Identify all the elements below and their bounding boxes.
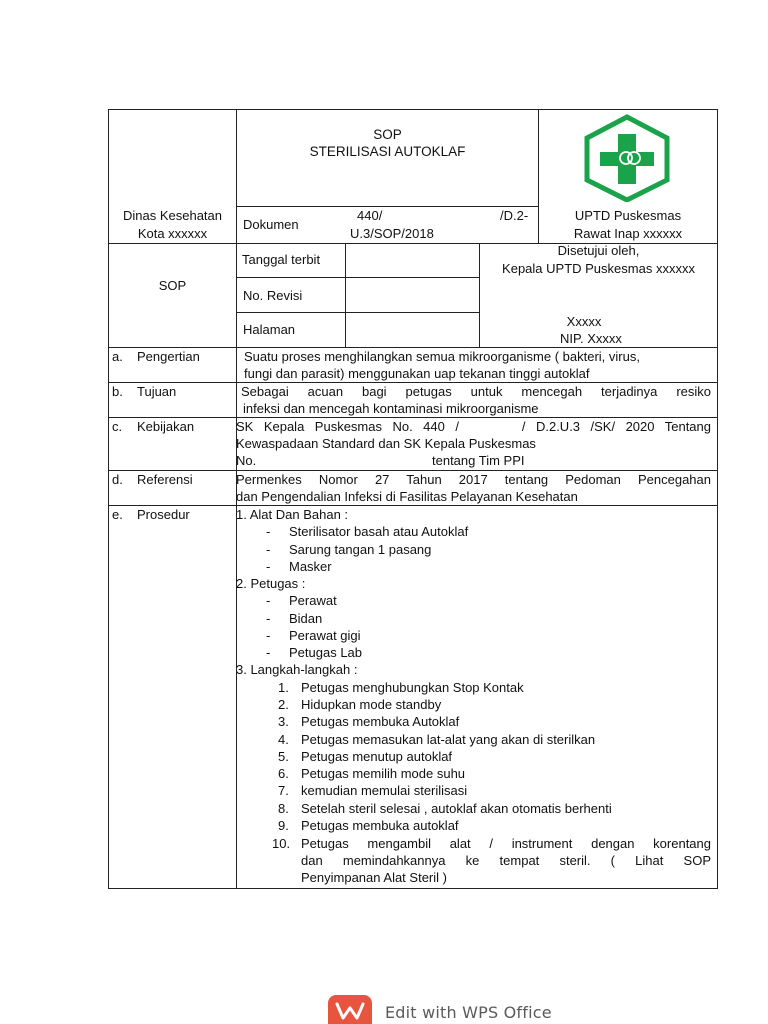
halaman-label: Halaman: [243, 322, 296, 337]
section-e-letter: e.: [112, 507, 123, 522]
step-number: 7.: [278, 783, 289, 798]
section-a-line2: fungi dan parasit) menggunakan uap tekanan tinggi autoklaf: [244, 366, 590, 381]
step-item-10-line3: Penyimpanan Alat Steril ): [301, 870, 447, 885]
list-item: Perawat gigi: [289, 628, 361, 643]
puskesmas-logo-icon: [582, 114, 672, 202]
org-right-line2: Rawat Inap xxxxxx: [573, 226, 683, 241]
step-number: 9.: [278, 818, 289, 833]
list-item: Masker: [289, 559, 332, 574]
doc-title-sop: SOP: [373, 127, 402, 142]
step-number: 3.: [278, 714, 289, 729]
divider-meta-row2: [236, 312, 479, 313]
step-number: 2.: [278, 697, 289, 712]
prosedur-heading-langkah: 3. Langkah-langkah :: [236, 662, 358, 677]
dokumen-label: Dokumen: [243, 217, 299, 232]
list-item: Sterilisator basah atau Autoklaf: [289, 524, 469, 539]
org-right-line1: UPTD Puskesmas: [574, 208, 682, 223]
step-number: 4.: [278, 732, 289, 747]
step-number: 10.: [272, 836, 291, 851]
table-border-top: [108, 109, 718, 110]
section-b-line2: infeksi dan mencegah kontaminasi mikroorganisme: [243, 401, 539, 416]
step-number: 5.: [278, 749, 289, 764]
section-d-title: Referensi: [137, 472, 193, 487]
section-a-title: Pengertian: [137, 349, 200, 364]
dokumen-value-part1: 440/: [357, 208, 383, 223]
list-item-dash: -: [266, 524, 271, 539]
section-b-line1: Sebagai acuan bagi petugas untuk mencegah terjadinya resiko: [241, 384, 711, 399]
step-item: Petugas memilih mode suhu: [301, 766, 466, 781]
section-d-line2: dan Pengendalian Infeksi di Fasilitas Pelayanan Kesehatan: [236, 489, 578, 504]
section-a-line1: Suatu proses menghilangkan semua mikroorganisme ( bakteri, virus,: [244, 349, 640, 364]
list-item: Perawat: [289, 593, 337, 608]
list-item-dash: -: [266, 559, 271, 574]
table-border-right: [717, 109, 718, 889]
approval-line1: Disetujui oleh,: [557, 243, 640, 258]
list-item: Bidan: [289, 611, 323, 626]
signer-nip: NIP. Xxxxx: [560, 331, 622, 346]
step-item: Petugas menutup autoklaf: [301, 749, 453, 764]
sop-label: SOP: [158, 278, 187, 293]
signer-name: Xxxxx: [566, 314, 602, 329]
section-b-title: Tujuan: [137, 384, 177, 399]
section-d-letter: d.: [112, 472, 123, 487]
section-c-line3-no: No.: [236, 453, 257, 468]
divider-row-e: [108, 505, 718, 506]
list-item: Sarung tangan 1 pasang: [289, 542, 432, 557]
step-number: 6.: [278, 766, 289, 781]
divider-meta-row1: [236, 277, 479, 278]
list-item-dash: -: [266, 611, 271, 626]
step-item: kemudian memulai sterilisasi: [301, 783, 468, 798]
wps-edit-text[interactable]: Edit with WPS Office: [385, 1003, 552, 1022]
tanggal-terbit-label: Tanggal terbit: [242, 252, 321, 267]
prosedur-heading-alat: 1. Alat Dan Bahan :: [236, 507, 349, 522]
section-c-letter: c.: [112, 419, 123, 434]
prosedur-heading-petugas: 2. Petugas :: [236, 576, 306, 591]
section-d-line1: Permenkes Nomor 27 Tahun 2017 tentang Pedoman Pencegahan: [236, 472, 711, 487]
no-revisi-label: No. Revisi: [243, 288, 303, 303]
org-left-line1: Dinas Kesehatan: [122, 208, 222, 223]
section-c-line1: SK Kepala Puskesmas No. 440 / / D.2.U.3 /SK/ 2020 Tentang: [236, 419, 711, 434]
dokumen-value-line2: U.3/SOP/2018: [350, 226, 434, 241]
divider-title-row: [236, 206, 538, 207]
list-item-dash: -: [266, 645, 271, 660]
wps-edit-banner[interactable]: [328, 995, 552, 1024]
wps-office-icon: [328, 995, 372, 1024]
step-item: Petugas membuka Autoklaf: [301, 714, 460, 729]
step-number: 1.: [278, 680, 289, 695]
step-item-10-line2: dan memindahkannya ke tempat steril. ( Lihat SOP: [301, 853, 711, 868]
list-item-dash: -: [266, 593, 271, 608]
org-left-line2: Kota xxxxxx: [137, 226, 208, 241]
step-number: 8.: [278, 801, 289, 816]
step-item: Petugas memasukan lat-alat yang akan di sterilkan: [301, 732, 596, 747]
dokumen-value-part2: /D.2-: [500, 208, 529, 223]
step-item: Hidupkan mode standby: [301, 697, 442, 712]
section-c-title: Kebijakan: [137, 419, 195, 434]
section-a-letter: a.: [112, 349, 123, 364]
doc-title: STERILISASI AUTOKLAF: [309, 144, 466, 159]
section-c-line3-tentang: tentang Tim PPI: [432, 453, 525, 468]
divider-meta-values: [345, 243, 346, 347]
step-item-10-line1: Petugas mengambil alat / instrument dengan korentang: [301, 836, 711, 851]
step-item: Petugas menghubungkan Stop Kontak: [301, 680, 524, 695]
step-item: Petugas membuka autoklaf: [301, 818, 459, 833]
section-b-letter: b.: [112, 384, 123, 399]
section-c-line2: Kewaspadaan Standard dan SK Kepala Puskesmas: [236, 436, 536, 451]
list-item: Petugas Lab: [289, 645, 363, 660]
list-item-dash: -: [266, 542, 271, 557]
section-e-title: Prosedur: [137, 507, 190, 522]
list-item-dash: -: [266, 628, 271, 643]
step-item: Setelah steril selesai , autoklaf akan otomatis berhenti: [301, 801, 612, 816]
approval-line2: Kepala UPTD Puskesmas xxxxxx: [502, 261, 695, 276]
table-border-bottom: [108, 888, 718, 889]
